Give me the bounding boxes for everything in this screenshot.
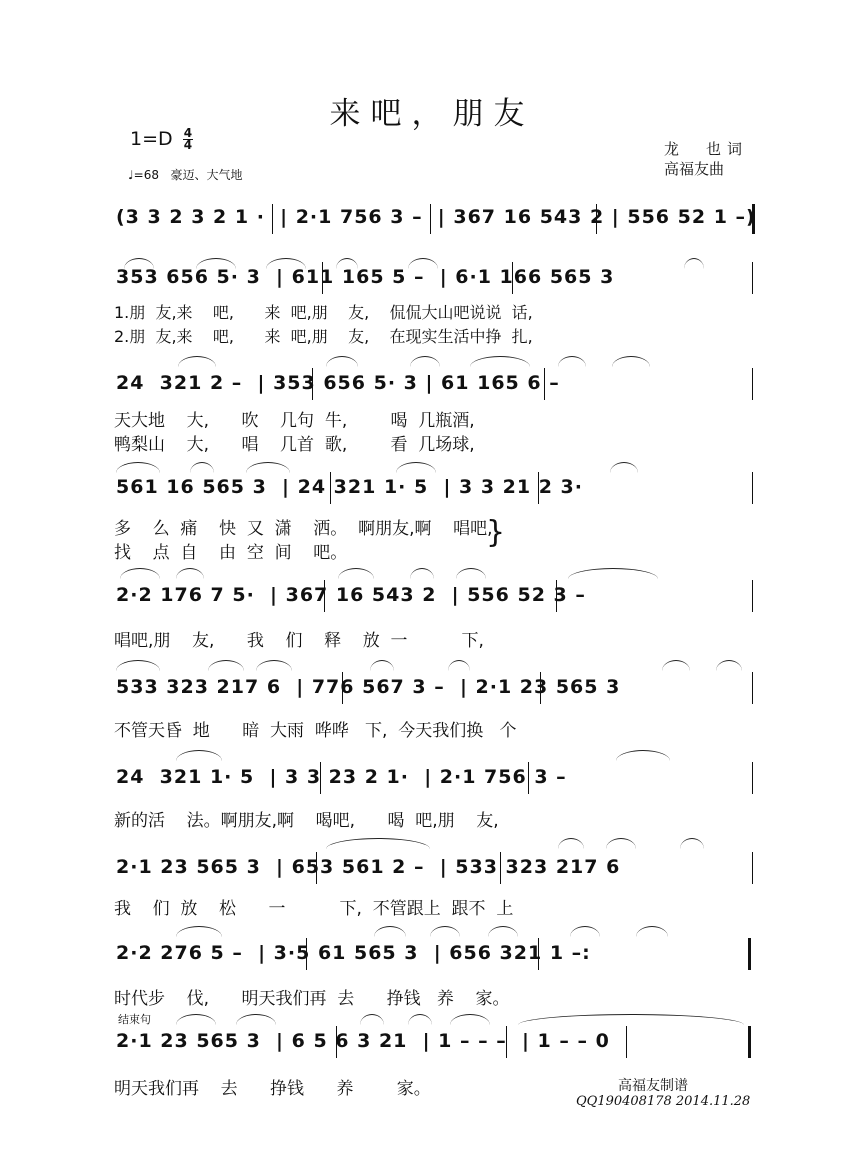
bar-line (306, 938, 307, 970)
key-signature (130, 128, 193, 151)
lyric-row-2-verse-1: 1.朋 友,来 吧, 来 吧,朋 友, 侃侃大山吧说说 话, (114, 303, 533, 322)
bar-line (336, 1026, 337, 1058)
slur-arc (178, 356, 216, 367)
slur-arc (408, 1014, 432, 1025)
bar-line (540, 672, 541, 704)
slur-arc (116, 462, 160, 473)
song-title: 来吧，朋友 (329, 96, 535, 132)
lyric-row-3-verse-2: 鸭梨山 大, 唱 几首 歌, 看 几场球, (114, 435, 475, 455)
slur-arc (456, 568, 486, 579)
slur-arc (236, 1014, 276, 1025)
tempo-value: ♩=68 (128, 168, 159, 182)
bar-line (500, 852, 501, 884)
slur-arc (266, 258, 306, 269)
time-signature-top: 4 (183, 126, 193, 140)
tempo-marking (128, 166, 242, 183)
slur-arc (326, 838, 430, 849)
bar-line (324, 580, 325, 612)
maker-credit: 高福友制谱 (618, 1078, 688, 1094)
slur-arc (408, 258, 438, 269)
slur-arc (196, 258, 236, 269)
bar-line (316, 852, 317, 884)
slur-arc (190, 462, 214, 473)
slur-arc (176, 568, 204, 579)
composer-credit: 高福友曲 (664, 160, 725, 178)
slur-arc (370, 660, 394, 671)
notation-row-10: 2·1 23 565 3 | 6 5 6 3 21 | 1 – – – | 1 – – 0 (116, 1030, 610, 1052)
slur-arc (410, 356, 440, 367)
bar-line (752, 762, 753, 794)
lyric-row-4-verse-2: 找 点 自 由 空 间 吧。 (114, 543, 348, 563)
slur-arc (326, 356, 358, 367)
slur-arc (396, 462, 436, 473)
time-signature (183, 128, 193, 151)
slur-arc (684, 258, 704, 269)
slur-arc (610, 462, 638, 473)
lyric-row-2-verse-2: 2.朋 友,来 吧, 来 吧,朋 友, 在现实生活中挣 扎, (114, 327, 533, 346)
slur-arc (176, 1014, 216, 1025)
bar-line (322, 262, 323, 294)
notation-row-7: 24 321 1· 5 | 3 3 23 2 1· | 2·1 756 3 – (116, 766, 567, 788)
repeat-bar-line (748, 938, 751, 970)
bar-line (320, 762, 321, 794)
bar-line (596, 204, 597, 234)
notation-row-9: 2·2 276 5 – | 3·5 61 565 3 | 656 321 1 –: (116, 942, 591, 964)
slur-arc (410, 568, 434, 579)
bar-line (506, 1026, 507, 1058)
bar-line (626, 1026, 627, 1058)
slur-arc (470, 356, 530, 367)
slur-arc (606, 838, 636, 849)
notation-row-1: (3 3 2 3 2 1 · | 2·1 756 3 – | 367 16 543 2 | 556 52 1 –) (116, 206, 756, 228)
bar-line (752, 262, 753, 294)
slur-arc (716, 660, 742, 671)
verse-brace: } (486, 515, 506, 550)
slur-arc (636, 926, 668, 937)
lyric-row-10: 明天我们再 去 挣钱 养 家。 (114, 1079, 431, 1099)
slur-arc (338, 568, 374, 579)
slur-arc (558, 838, 584, 849)
bar-line (538, 938, 539, 970)
slur-arc (430, 926, 460, 937)
slur-arc (336, 258, 358, 269)
final-bar-line (748, 1026, 751, 1058)
bar-line (342, 672, 343, 704)
slur-arc (374, 926, 406, 937)
slur-arc (558, 356, 586, 367)
lyric-row-6: 不管天昏 地 暗 大雨 哗哗 下, 今天我们换 个 (114, 721, 517, 741)
bar-line (752, 368, 753, 400)
bar-line (272, 204, 273, 234)
slur-arc (120, 568, 160, 579)
notation-row-5: 2·2 176 7 5· | 367 16 543 2 | 556 52 3 – (116, 584, 586, 606)
lyric-row-5: 唱吧,朋 友, 我 们 释 放 一 下, (114, 631, 484, 651)
notation-row-2: 353 656 5· 3 | 611 165 5 – | 6·1 166 565 3 (116, 266, 615, 288)
bar-line (752, 472, 753, 504)
lyric-row-8: 我 们 放 松 一 下, 不管跟上 跟不 上 (114, 899, 514, 919)
notation-row-8: 2·1 23 565 3 | 653 561 2 – | 533 323 217 6 (116, 856, 621, 878)
slur-arc (616, 750, 670, 761)
key-label: 1=D (130, 128, 173, 150)
slur-arc (450, 1014, 490, 1025)
slur-arc (360, 1014, 384, 1025)
slur-arc (116, 660, 160, 671)
lyric-row-7: 新的活 法。啊朋友,啊 喝吧, 喝 吧,朋 友, (114, 811, 499, 831)
slur-arc (176, 926, 222, 937)
slur-arc (488, 926, 518, 937)
lyricist-credit: 龙 也词 (664, 140, 749, 158)
slur-arc (680, 838, 704, 849)
slur-arc (176, 750, 222, 761)
bar-line (528, 762, 529, 794)
notation-row-6: 533 323 217 6 | 776 567 3 – | 2·1 23 565 3 (116, 676, 621, 698)
slur-arc (662, 660, 690, 671)
lyric-row-3-verse-1: 天大地 大, 吹 几句 牛, 喝 几瓶酒, (114, 411, 475, 431)
slur-arc (570, 926, 600, 937)
time-signature-bottom: 4 (183, 138, 193, 152)
slur-arc (256, 660, 292, 671)
bar-line (538, 472, 539, 504)
bar-line (556, 580, 557, 612)
slur-arc (612, 356, 650, 367)
bar-line (330, 472, 331, 504)
slur-arc (448, 660, 470, 671)
slur-arc (246, 462, 290, 473)
slur-arc (568, 568, 658, 579)
bar-line (512, 262, 513, 294)
notation-row-3: 24 321 2 – | 353 656 5· 3 | 61 165 6 – (116, 372, 560, 394)
slur-arc (208, 660, 244, 671)
bar-line (312, 368, 313, 400)
lyric-row-4-verse-1: 多 么 痛 快 又 潇 洒。 啊朋友,啊 唱吧, (114, 519, 493, 539)
slur-arc (124, 258, 154, 269)
notation-row-4: 561 16 565 3 | 24 321 1· 5 | 3 3 21 2 3· (116, 476, 583, 498)
expression-text: 豪迈、大气地 (170, 168, 243, 182)
ending-label: 结束句 (118, 1013, 151, 1026)
bar-line (430, 204, 431, 234)
bar-line (752, 204, 755, 234)
tie-arc (518, 1014, 744, 1025)
bar-line (752, 852, 753, 884)
bar-line (752, 672, 753, 704)
lyric-row-9: 时代步 伐, 明天我们再 去 挣钱 养 家。 (114, 989, 510, 1009)
bar-line (544, 368, 545, 400)
date-line: QQ190408178 2014.11.28 (576, 1094, 751, 1109)
bar-line (752, 580, 753, 612)
